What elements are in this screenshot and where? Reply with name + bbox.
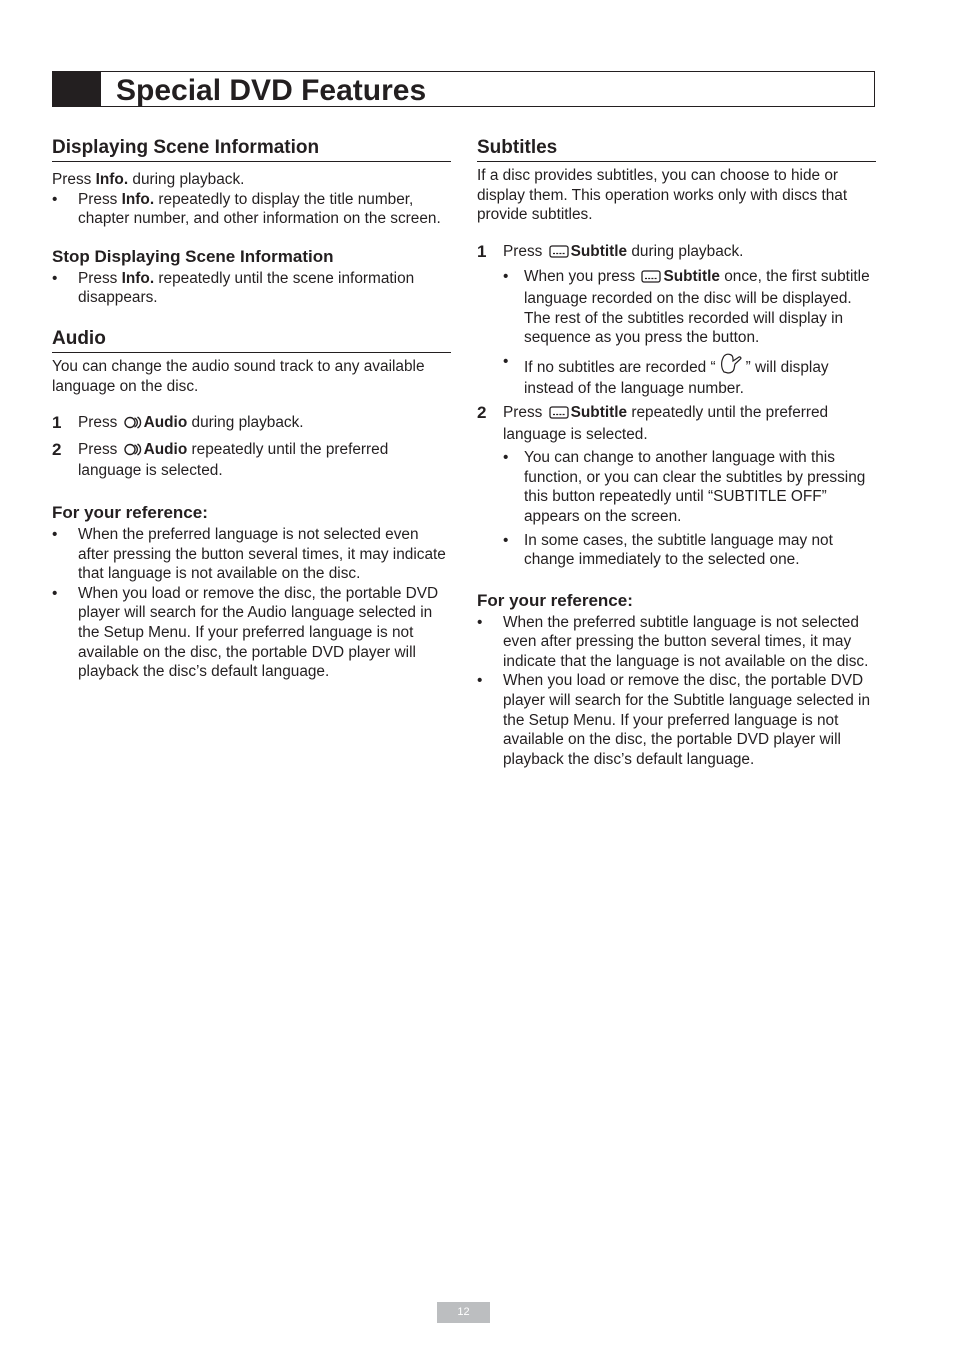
page-title-bar bbox=[52, 71, 875, 107]
stop-bullet-key: Info. bbox=[121, 269, 155, 287]
list-item bbox=[52, 190, 451, 229]
scene-intro bbox=[52, 170, 451, 190]
bullet-dot: • bbox=[52, 525, 58, 543]
step-text-post: repeatedly until the preferred language is selected. bbox=[503, 403, 829, 443]
stop-bullet-post: repeatedly until the scene information disappears. bbox=[78, 269, 415, 307]
step-key: Audio bbox=[143, 440, 188, 458]
audio-icon bbox=[124, 442, 142, 462]
step-key: Subtitle bbox=[570, 242, 628, 260]
bullet-dot: • bbox=[503, 268, 509, 286]
step-number: 1 bbox=[52, 413, 62, 433]
page-number: 12 bbox=[437, 1302, 490, 1323]
audio-icon bbox=[124, 415, 142, 435]
bullet-text-post: once, the first subtitle language recorded on the disc will be displayed. The rest of the subtitles recorded will display in sequence as you press the button. bbox=[524, 268, 870, 347]
hand-prohibit-icon bbox=[718, 352, 744, 380]
bullet-dot: • bbox=[477, 672, 483, 690]
bullet-dot: • bbox=[477, 613, 483, 631]
reference-text: When you load or remove the disc, the portable DVD player will search for the Audio language selected in the Setup Menu. If your preferred language is not available on the disc, the portable DVD player will playback the disc’s default language. bbox=[78, 584, 439, 681]
bullet-text: You can change to another language with this function, or you can clear the subtitles by pressing this button repeatedly until “SUBTITLE OFF” appears on the screen. bbox=[524, 449, 866, 525]
step-text-post: during playback. bbox=[187, 414, 304, 432]
scene-bullet-post: repeatedly to display the title number, chapter number, and other information on the screen. bbox=[78, 190, 441, 228]
list-item bbox=[503, 352, 876, 399]
bullet-dot: • bbox=[503, 531, 509, 549]
scene-intro-key: Info. bbox=[95, 171, 129, 188]
bullet-dot: • bbox=[52, 269, 58, 287]
scene-bullet-pre: Press bbox=[78, 190, 122, 208]
section-heading-audio: Audio bbox=[52, 327, 451, 353]
bullet-dot: • bbox=[52, 190, 58, 208]
audio-step-1 bbox=[52, 413, 451, 435]
bullet-text: In some cases, the subtitle language may not change immediately to the selected one. bbox=[524, 531, 833, 569]
step-text-pre: Press bbox=[503, 403, 547, 421]
section-heading-scene-info: Displaying Scene Information bbox=[52, 136, 451, 162]
reference-text: When you load or remove the disc, the portable DVD player will search for the Subtitle language selected in the Setup Menu. If your preferred language is not available on the disc, the portable DVD player will playback the disc’s default language. bbox=[503, 672, 871, 768]
audio-intro: You can change the audio sound track to any available language on the disc. bbox=[52, 357, 425, 395]
bullet-dot: • bbox=[503, 449, 509, 467]
step-number: 2 bbox=[52, 439, 62, 459]
subheading-reference-subtitles: For your reference: bbox=[477, 590, 633, 610]
bullet-text-pre: When you press bbox=[524, 268, 640, 286]
step-1-bullets bbox=[503, 267, 876, 399]
list-item bbox=[503, 531, 876, 570]
list-item bbox=[503, 267, 876, 347]
stop-bullet-pre: Press bbox=[78, 269, 122, 287]
reference-bullets-subtitles bbox=[477, 613, 876, 770]
subheading-reference-audio: For your reference: bbox=[52, 502, 208, 522]
page-title: Special DVD Features bbox=[116, 74, 427, 107]
subtitle-step-2 bbox=[477, 403, 876, 570]
scene-bullet-key: Info. bbox=[121, 190, 155, 208]
list-item bbox=[52, 269, 451, 308]
subtitle-icon bbox=[641, 269, 661, 289]
audio-step-2 bbox=[52, 440, 451, 481]
step-2-bullets bbox=[503, 448, 876, 570]
bullet-dot: • bbox=[503, 352, 509, 370]
step-key: Subtitle bbox=[570, 403, 628, 421]
left-column bbox=[52, 136, 451, 682]
subheading-stop-scene-info: Stop Displaying Scene Information bbox=[52, 246, 334, 266]
stop-bullets bbox=[52, 269, 451, 308]
section-heading-subtitles: Subtitles bbox=[477, 136, 876, 162]
step-text-pre: Press bbox=[78, 440, 122, 458]
scene-bullets bbox=[52, 190, 451, 229]
reference-text: When the preferred subtitle language is not selected even after pressing the button several times, it may indicate that the language is not available on the disc. bbox=[503, 613, 869, 670]
subtitle-step-1 bbox=[477, 242, 876, 399]
list-item bbox=[503, 448, 876, 526]
step-text-post: repeatedly until the preferred language is selected. bbox=[78, 440, 389, 480]
step-key: Audio bbox=[143, 414, 188, 432]
step-text-post: during playback. bbox=[627, 242, 744, 260]
bullet-key: Subtitle bbox=[663, 268, 720, 286]
bullet-text-pre: If no subtitles are recorded “ bbox=[524, 358, 716, 376]
list-item bbox=[477, 613, 876, 672]
list-item bbox=[477, 671, 876, 769]
list-item bbox=[52, 525, 451, 584]
scene-intro-pre: Press bbox=[52, 171, 96, 188]
step-number: 1 bbox=[477, 241, 487, 261]
step-text-pre: Press bbox=[78, 414, 122, 432]
subtitles-intro: If a disc provides subtitles, you can choose to hide or display them. This operation works only with discs that provide subtitles. bbox=[477, 167, 848, 224]
reference-text: When the preferred language is not selected even after pressing the button several times, it may indicate that language is not available on the disc. bbox=[78, 525, 446, 583]
subtitle-icon bbox=[549, 405, 569, 425]
subtitle-icon bbox=[549, 244, 569, 264]
step-number: 2 bbox=[477, 402, 487, 422]
step-text-pre: Press bbox=[503, 242, 547, 260]
scene-intro-post: during playback. bbox=[128, 171, 245, 188]
bullet-dot: • bbox=[52, 584, 58, 602]
reference-bullets-audio bbox=[52, 525, 451, 682]
list-item bbox=[52, 584, 451, 682]
right-column bbox=[477, 136, 876, 769]
bullet-text-post: ” will display instead of the language number. bbox=[524, 358, 829, 398]
title-block bbox=[53, 72, 101, 106]
